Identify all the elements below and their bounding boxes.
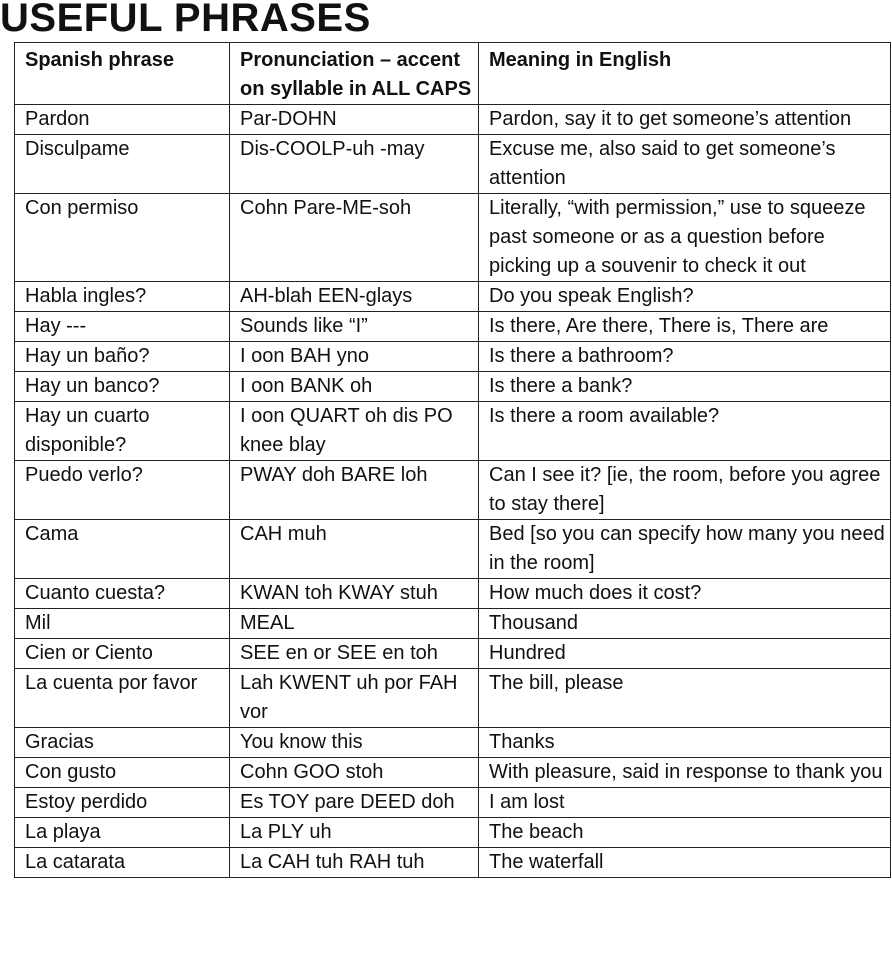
- pronunciation-cell: Dis-COOLP-uh -may: [230, 135, 479, 194]
- spanish-phrase-cell: Con permiso: [15, 194, 230, 282]
- pronunciation-cell: AH-blah EEN-glays: [230, 282, 479, 312]
- meaning-cell: Is there a bank?: [479, 372, 891, 402]
- meaning-cell: Hundred: [479, 639, 891, 669]
- spanish-phrase-cell: Puedo verlo?: [15, 461, 230, 520]
- table-row: [15, 609, 891, 639]
- spanish-phrase-cell: La cuenta por favor: [15, 669, 230, 728]
- spanish-phrase-cell: Hay un cuarto disponible?: [15, 402, 230, 461]
- table-row: [15, 728, 891, 758]
- meaning-cell: Is there, Are there, There is, There are: [479, 312, 891, 342]
- table-row: [15, 194, 891, 282]
- meaning-cell: Literally, “with permission,” use to squeeze past someone or as a question before picking up a souvenir to check it out: [479, 194, 891, 282]
- pronunciation-cell: PWAY doh BARE loh: [230, 461, 479, 520]
- meaning-cell: With pleasure, said in response to thank you: [479, 758, 891, 788]
- table-row: [15, 402, 891, 461]
- table-row: [15, 520, 891, 579]
- spanish-phrase-cell: Habla ingles?: [15, 282, 230, 312]
- pronunciation-cell: Cohn GOO stoh: [230, 758, 479, 788]
- meaning-cell: The beach: [479, 818, 891, 848]
- meaning-cell: I am lost: [479, 788, 891, 818]
- table-row: [15, 312, 891, 342]
- pronunciation-cell: Es TOY pare DEED doh: [230, 788, 479, 818]
- page-title: USEFUL PHRASES: [0, 0, 371, 40]
- table-header-row: [15, 43, 891, 105]
- pronunciation-cell: Sounds like “I”: [230, 312, 479, 342]
- spanish-phrase-cell: Hay ---: [15, 312, 230, 342]
- pronunciation-cell: I oon BANK oh: [230, 372, 479, 402]
- spanish-phrase-cell: Gracias: [15, 728, 230, 758]
- pronunciation-cell: CAH muh: [230, 520, 479, 579]
- spanish-phrase-cell: Con gusto: [15, 758, 230, 788]
- table-row: [15, 135, 891, 194]
- pronunciation-cell: Lah KWENT uh por FAH vor: [230, 669, 479, 728]
- spanish-phrase-cell: La playa: [15, 818, 230, 848]
- pronunciation-cell: SEE en or SEE en toh: [230, 639, 479, 669]
- spanish-phrase-cell: Pardon: [15, 105, 230, 135]
- spanish-phrase-cell: La catarata: [15, 848, 230, 878]
- spanish-phrase-cell: Mil: [15, 609, 230, 639]
- header-meaning: Meaning in English: [479, 43, 891, 105]
- table-row: [15, 669, 891, 728]
- spanish-phrase-cell: Estoy perdido: [15, 788, 230, 818]
- table-row: [15, 788, 891, 818]
- table-row: [15, 758, 891, 788]
- meaning-cell: Excuse me, also said to get someone’s attention: [479, 135, 891, 194]
- pronunciation-cell: La PLY uh: [230, 818, 479, 848]
- header-spanish-phrase: Spanish phrase: [15, 43, 230, 105]
- meaning-cell: Do you speak English?: [479, 282, 891, 312]
- meaning-cell: Pardon, say it to get someone’s attention: [479, 105, 891, 135]
- pronunciation-cell: Par-DOHN: [230, 105, 479, 135]
- meaning-cell: How much does it cost?: [479, 579, 891, 609]
- pronunciation-cell: MEAL: [230, 609, 479, 639]
- spanish-phrase-cell: Cien or Ciento: [15, 639, 230, 669]
- table-row: [15, 639, 891, 669]
- meaning-cell: The waterfall: [479, 848, 891, 878]
- meaning-cell: The bill, please: [479, 669, 891, 728]
- spanish-phrase-cell: Cuanto cuesta?: [15, 579, 230, 609]
- spanish-phrase-cell: Cama: [15, 520, 230, 579]
- meaning-cell: Thousand: [479, 609, 891, 639]
- pronunciation-cell: KWAN toh KWAY stuh: [230, 579, 479, 609]
- header-pronunciation: Pronunciation – accent on syllable in ALL CAPS: [230, 43, 479, 105]
- phrases-table: [14, 42, 891, 878]
- table-row: [15, 818, 891, 848]
- spanish-phrase-cell: Disculpame: [15, 135, 230, 194]
- table-row: [15, 372, 891, 402]
- pronunciation-cell: I oon QUART oh dis PO knee blay: [230, 402, 479, 461]
- spanish-phrase-cell: Hay un banco?: [15, 372, 230, 402]
- table-row: [15, 282, 891, 312]
- meaning-cell: Thanks: [479, 728, 891, 758]
- pronunciation-cell: Cohn Pare-ME-soh: [230, 194, 479, 282]
- pronunciation-cell: You know this: [230, 728, 479, 758]
- meaning-cell: Is there a room available?: [479, 402, 891, 461]
- table-row: [15, 342, 891, 372]
- table-row: [15, 848, 891, 878]
- table-row: [15, 461, 891, 520]
- spanish-phrase-cell: Hay un baño?: [15, 342, 230, 372]
- pronunciation-cell: I oon BAH yno: [230, 342, 479, 372]
- meaning-cell: Bed [so you can specify how many you need in the room]: [479, 520, 891, 579]
- table-row: [15, 579, 891, 609]
- pronunciation-cell: La CAH tuh RAH tuh: [230, 848, 479, 878]
- meaning-cell: Can I see it? [ie, the room, before you agree to stay there]: [479, 461, 891, 520]
- table-row: [15, 105, 891, 135]
- meaning-cell: Is there a bathroom?: [479, 342, 891, 372]
